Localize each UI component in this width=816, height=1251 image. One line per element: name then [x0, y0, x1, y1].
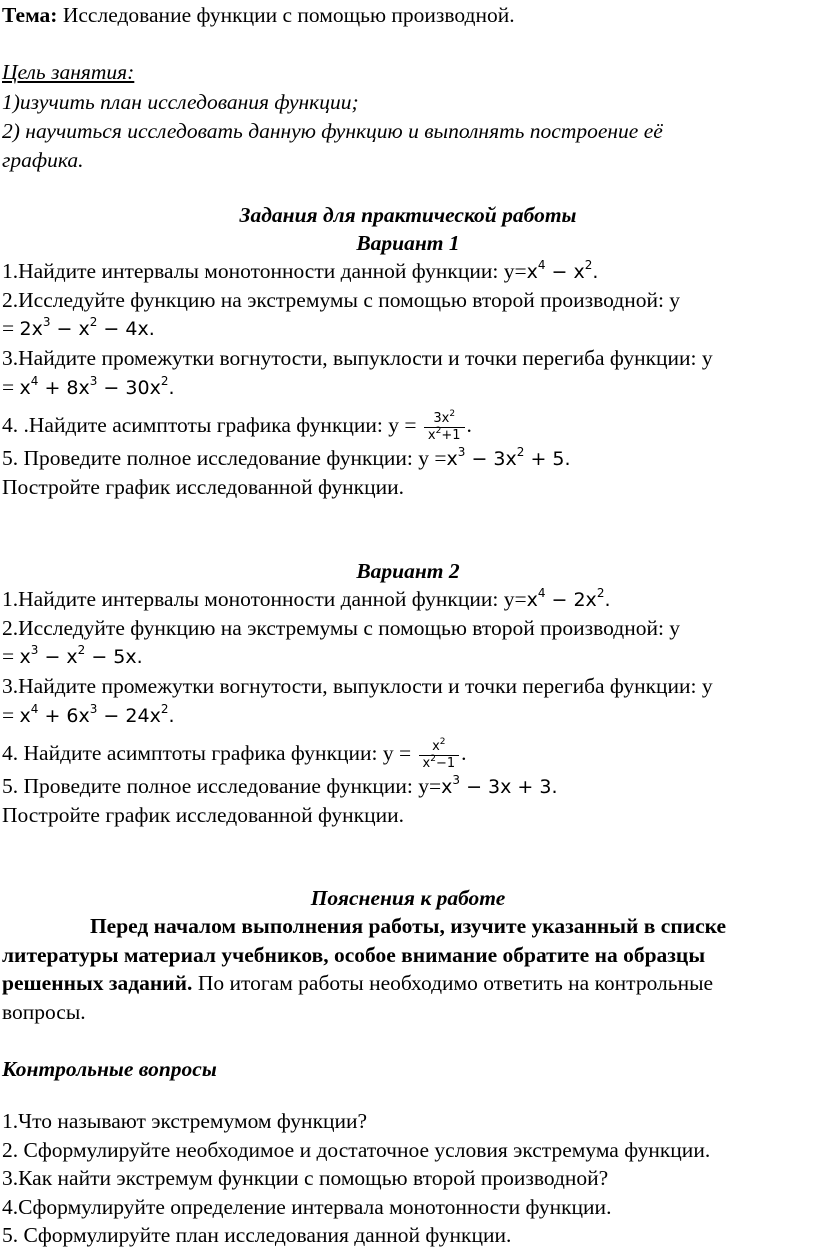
variant1-task3-formula: = $x^4 + 8x^3 - 30x^2$.: [2, 374, 175, 399]
fraction: $\frac{3x^2}{x^2+1}$: [424, 411, 465, 444]
variant2-task3: 3.Найдите промежутки вогнутости, выпуклости и точки перегиба функции: y: [2, 674, 713, 698]
formula: $x^3 - x^2 - 5x$.: [19, 643, 143, 668]
formula: $2x^3 - x^2 - 4x$.: [19, 315, 155, 340]
variant1-task2: 2.Исследуйте функцию на экстремумы с помощью второй производной: y: [2, 288, 681, 312]
variant2-task1: 1.Найдите интервалы монотонности данной функции: $y=x^4 - 2x^2$.: [2, 586, 611, 611]
practice-title: Задания для практической работы: [239, 203, 577, 227]
variant1-task1: [2, 256, 816, 286]
variant1-title: Вариант 1: [356, 231, 460, 255]
fraction: $\frac{x^2}{x^2-1}$: [419, 739, 460, 772]
control-question: 5. Сформулируйте план исследования данной функции.: [2, 1223, 512, 1247]
control-question: 4.Сформулируйте определение интервала монотонности функции.: [2, 1195, 612, 1219]
explanations-line: решенных заданий. По итогам работы необходимо ответить на контрольные: [2, 971, 714, 995]
goal-item: 1)изучить план исследования функции;: [2, 90, 359, 114]
variant2-title: Вариант 2: [356, 559, 460, 583]
variant2-task2: 2.Исследуйте функцию на экстремумы с помощью второй производной: y: [2, 616, 681, 640]
explanations-line: Перед началом выполнения работы, изучите указанный в списке: [89, 914, 727, 938]
topic-label: Тема:: [2, 3, 58, 27]
control-question: 3.Как найти экстремум функции с помощью второй производной?: [2, 1166, 609, 1190]
formula: $x^4 - 2x^2$.: [526, 586, 611, 611]
variant2-task3-formula: = $x^4 + 6x^3 - 24x^2$.: [2, 702, 175, 727]
formula: $x^4 + 6x^3 - 24x^2$.: [19, 702, 175, 727]
variant2-task2-formula: = $x^3 - x^2 - 5x$.: [2, 643, 143, 668]
goal-item: графика.: [2, 148, 84, 172]
variant1-build: Постройте график исследованной функции.: [2, 475, 405, 499]
variant2-task5: 5. Проведите полное исследование функции: $y=x^3 - 3x + 3$.: [2, 773, 558, 798]
variant1-task4: 4. .Найдите асимптоты графика функции: y = $\frac{3x^2}{x^2+1}$ .: [2, 408, 472, 443]
formula: $x^3 - 3x + 3$.: [441, 773, 558, 798]
variant1-task2-formula: = $2x^3 - x^2 - 4x$.: [2, 315, 155, 340]
explanations-title: Пояснения к работе: [310, 886, 506, 910]
explanations-line: литературы материал учебников, особое внимание обратите на образцы: [2, 943, 706, 967]
formula: $x^4 + 8x^3 - 30x^2$.: [19, 374, 175, 399]
formula: $x^4 - x^2$.: [526, 258, 599, 283]
control-question: 2. Сформулируйте необходимое и достаточное условия экстремума функции.: [2, 1138, 711, 1162]
explanations-line: вопросы.: [2, 1000, 86, 1024]
control-question: 1.Что называют экстремумом функции?: [2, 1109, 368, 1133]
variant1-task3: 3.Найдите промежутки вогнутости, выпуклости и точки перегиба функции: y: [2, 346, 713, 370]
task-text: 1.Найдите интервалы монотонности данной функции: y=: [2, 259, 527, 283]
goals-heading: Цель занятия:: [2, 60, 135, 84]
formula: $x^3 - 3x^2 + 5$.: [446, 445, 571, 470]
variant2-build: Постройте график исследованной функции.: [2, 803, 405, 827]
variant2-task4: 4. Найдите асимптоты графика функции: y = $\frac{x^2}{x^2-1}$ .: [2, 736, 467, 771]
goal-item: 2) научиться исследовать данную функцию и выполнять построение её: [2, 119, 663, 143]
topic-line: [2, 0, 816, 30]
topic-text: Исследование функции с помощью производной.: [62, 3, 515, 27]
variant1-task5: 5. Проведите полное исследование функции: $y =x^3 - 3x^2 + 5$.: [2, 445, 571, 470]
control-title: Контрольные вопросы: [2, 1057, 217, 1081]
